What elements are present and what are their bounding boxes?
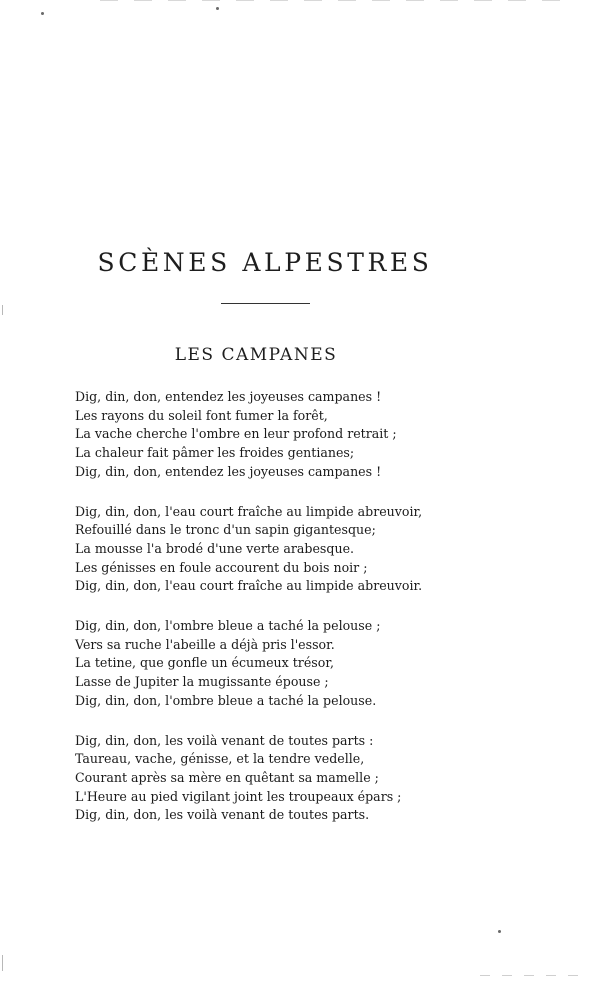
stanza [75,617,505,711]
stanza [75,503,505,597]
verse-line: Les rayons du soleil font fumer la forêt, [75,407,328,423]
verse-line: Dig, din, don, l'ombre bleue a taché la pelouse ; [75,618,381,634]
verse-line: Dig, din, don, l'ombre bleue a taché la pelouse. [75,692,377,708]
verse-line: La mousse l'a brodé d'une verte arabesque. [75,540,355,556]
stanza [75,388,505,482]
poem-body [75,388,505,846]
verse-line: Dig, din, don, l'eau court fraîche au limpide abreuvoir, [75,503,423,519]
verse-line: Courant après sa mère en quêtant sa mamelle ; [75,769,379,785]
verse-line: Dig, din, don, les voilà venant de toutes parts. [75,807,370,823]
verse-line: Vers sa ruche l'abeille a déjà pris l'essor. [75,636,335,652]
verse-line: Taureau, vache, génisse, et la tendre vedelle, [75,751,365,767]
scan-edge-bottom [480,975,590,976]
section-title: SCÈNES ALPESTRES [97,248,433,277]
verse-line: Dig, din, don, entendez les joyeuses campanes ! [75,389,382,404]
scan-speck [498,930,501,933]
scan-edge-top [100,0,570,1]
verse-line: Dig, din, don, entendez les joyeuses campanes ! [75,463,382,479]
title-rule [221,303,310,304]
poem-title: LES CAMPANES [174,345,338,365]
verse-line: Dig, din, don, les voilà venant de toutes parts : [75,732,374,748]
stanza [75,732,505,826]
verse-line: La vache cherche l'ombre en leur profond retrait ; [75,426,397,442]
scan-mark [2,305,3,315]
verse-line: La chaleur fait pâmer les froides gentianes; [75,445,355,461]
verse-line: Dig, din, don, l'eau court fraîche au limpide abreuvoir. [75,578,423,594]
scan-speck [216,7,219,10]
verse-line: La tetine, que gonfle un écumeux trésor, [75,655,334,671]
verse-line: L'Heure au pied vigilant joint les troupeaux épars ; [75,788,402,804]
verse-line: Refouillé dans le tronc d'un sapin gigantesque; [75,522,376,538]
verse-line: Lasse de Jupiter la mugissante épouse ; [75,674,329,690]
scan-speck [41,12,44,15]
scan-mark [2,955,3,971]
verse-line: Les génisses en foule accourent du bois noir ; [75,559,368,575]
